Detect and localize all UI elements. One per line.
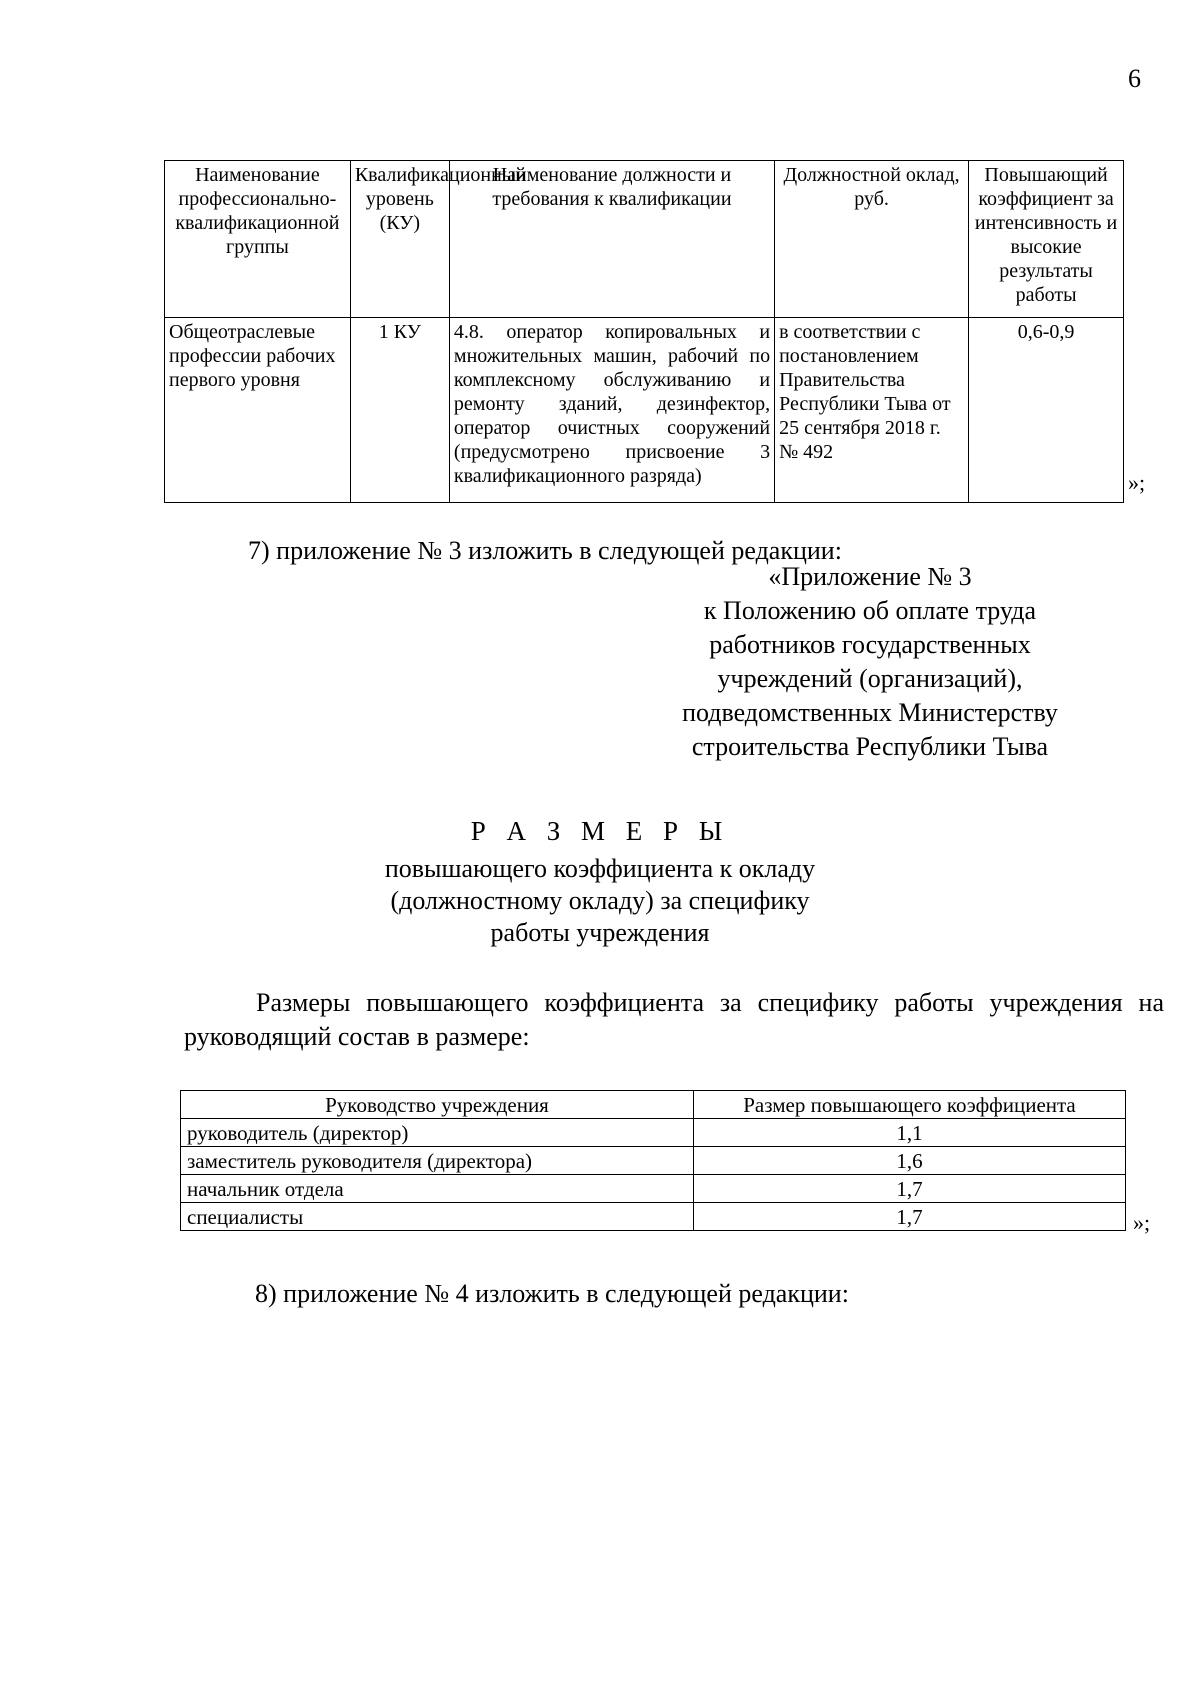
header-salary: Должностной оклад, руб.: [775, 161, 969, 318]
qualification-table: [164, 160, 1124, 503]
appendix-line: работников государственных: [709, 630, 1031, 659]
cell-role: начальник отдела: [181, 1175, 694, 1203]
header-role: Руководство учреждения: [181, 1091, 694, 1119]
appendix-line: к Положению об оплате труда: [703, 596, 1037, 625]
table-row: [181, 1203, 1126, 1231]
item-7: 7) приложение № 3 изложить в следующей редакции:: [248, 536, 842, 565]
header-value: Размер повышающего коэффициента: [694, 1091, 1126, 1119]
document-title: [300, 815, 900, 949]
appendix-header: [640, 560, 1100, 764]
table-row: [165, 318, 1124, 503]
cell-value: 1,7: [694, 1175, 1126, 1203]
table-header-row: [165, 161, 1124, 318]
cell-level: 1 КУ: [350, 318, 449, 503]
header-position: Наименование должности и требования к квалификации: [449, 161, 774, 318]
cell-group: Общеотраслевые профессии рабочих первого уровня: [165, 318, 351, 503]
appendix-line: «Приложение № 3: [768, 562, 972, 591]
table-row: [181, 1119, 1126, 1147]
coefficient-table: [180, 1090, 1126, 1231]
table-header-row: [181, 1091, 1126, 1119]
cell-role: специалисты: [181, 1203, 694, 1231]
title-line: работы учреждения: [490, 918, 710, 947]
table1-closing-quote: »;: [1128, 470, 1146, 495]
appendix-line: подведомственных Министерству: [682, 698, 1058, 727]
cell-position: 4.8. оператор копировальных и множительных машин, рабочий по комплексному обслуживанию и ремонту зданий, дезинфектор, оператор очистных сооружений (предусмотрено присвоение 3 квалификационного разряда): [449, 318, 774, 503]
cell-salary: в соответствии с постановлением Правительства Республики Тыва от 25 сентября 2018 г. № 492: [775, 318, 969, 503]
title-line: повышающего коэффициента к окладу: [384, 854, 816, 883]
cell-value: 1,7: [694, 1203, 1126, 1231]
page-number: 6: [1128, 64, 1141, 93]
cell-role: заместитель руководителя (директора): [181, 1147, 694, 1175]
item-8: 8) приложение № 4 изложить в следующей редакции:: [255, 1279, 849, 1308]
table-row: [181, 1147, 1126, 1175]
title-heading: Р А З М Е Р Ы: [470, 816, 730, 846]
cell-value: 1,1: [694, 1119, 1126, 1147]
intro-paragraph: Размеры повышающего коэффициента за специфику работы учреждения на руководящий состав в размере:: [184, 988, 1164, 1051]
cell-role: руководитель (директор): [181, 1119, 694, 1147]
title-line: (должностному окладу) за специфику: [390, 886, 810, 915]
cell-value: 1,6: [694, 1147, 1126, 1175]
header-coefficient: Повышающий коэффициент за интенсивность и высокие результаты работы: [969, 161, 1124, 318]
header-level: Квалификационный уровень (КУ): [350, 161, 449, 318]
header-group: Наименование профессионально-квалификационной группы: [165, 161, 351, 318]
cell-coefficient: 0,6-0,9: [969, 318, 1124, 503]
appendix-line: учреждений (организаций),: [717, 664, 1023, 693]
table2-closing-quote: »;: [1133, 1210, 1151, 1235]
table-row: [181, 1175, 1126, 1203]
appendix-line: строительства Республики Тыва: [691, 732, 1049, 761]
